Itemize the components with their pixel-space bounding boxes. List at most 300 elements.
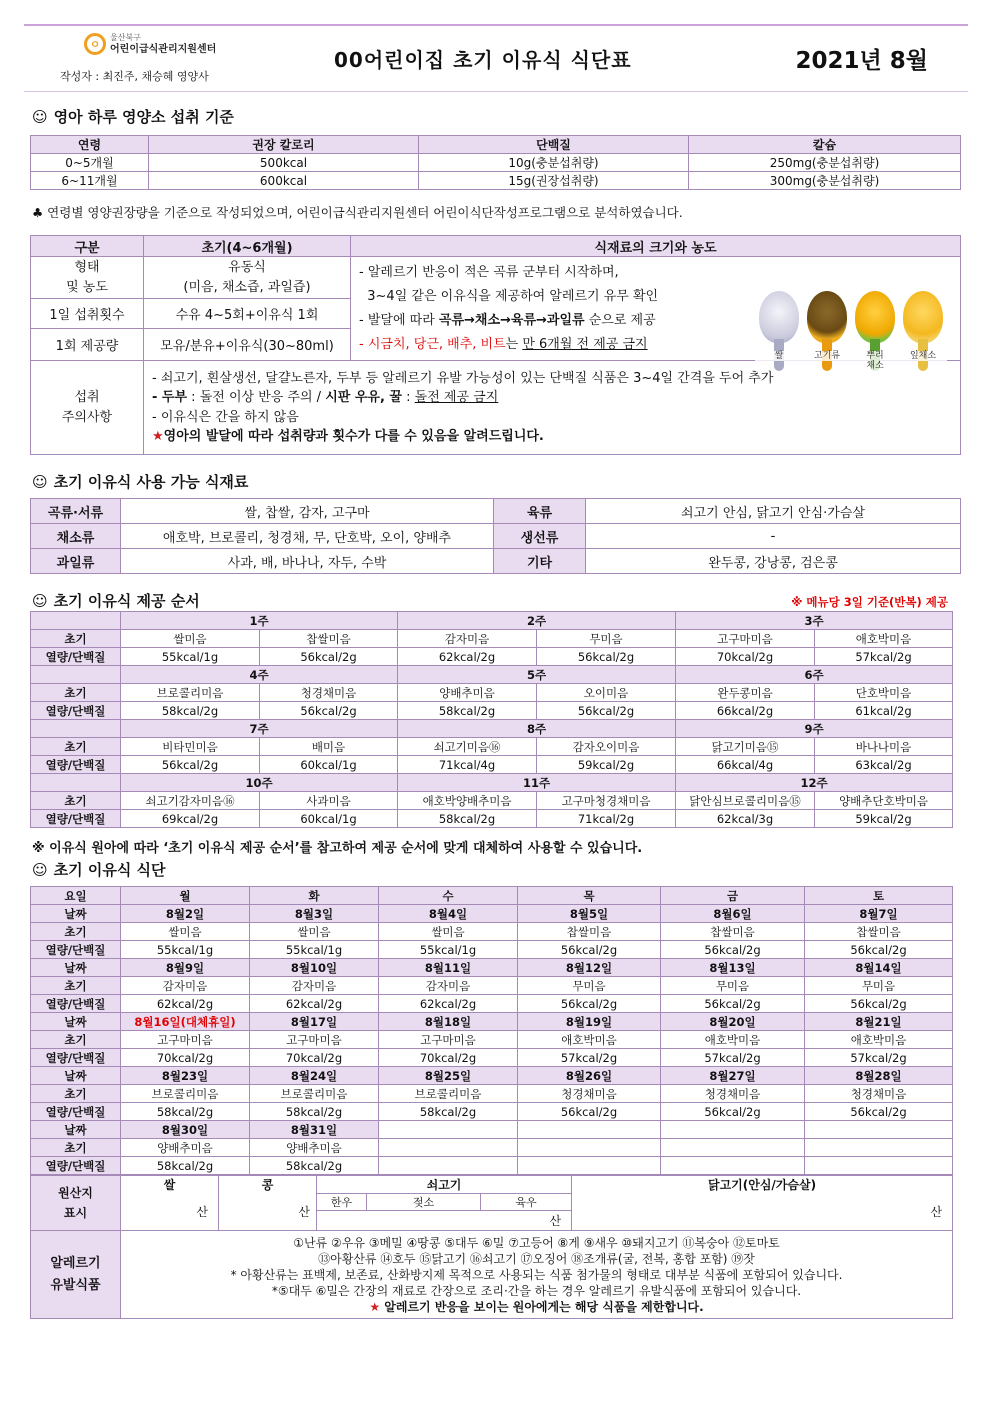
date-cell: 8월24일 (250, 1067, 379, 1085)
caution-line (152, 427, 958, 447)
order-menu-cell: 고구마청경채미음 (537, 792, 676, 810)
date-cell: 8월2일 (121, 905, 250, 923)
order-menu-cell: 양배추미음 (398, 684, 537, 702)
menu-cell: 찹쌀미음 (661, 923, 805, 941)
order-menu-cell: 오이미음 (537, 684, 676, 702)
menu-row (31, 1085, 953, 1103)
order-kcal-cell: 58kcal/2g (398, 702, 537, 720)
week-label: 12주 (676, 774, 953, 792)
form-value-line: 유동식 (228, 259, 266, 275)
origin-rice-value: 산 (121, 1194, 219, 1231)
kcal-cell: 56kcal/2g (518, 995, 661, 1013)
order-menu-cell: 청경채미음 (260, 684, 398, 702)
week-header-row (31, 612, 953, 630)
order-kcal-cell: 66kcal/2g (676, 702, 815, 720)
spoon-caption: 뿌리 채소 (851, 351, 899, 371)
header-cell: 초기(4~6개월) (144, 236, 351, 257)
row-label: 날짜 (31, 1067, 121, 1085)
caution-text: : 돌전 이상 반응 주의 / (187, 390, 326, 405)
table-cell: 500kcal (149, 154, 419, 172)
menu-cell: 감자미음 (379, 977, 518, 995)
kcal-cell: 58kcal/2g (250, 1103, 379, 1121)
date-row (31, 1067, 953, 1085)
menu-cell: 청경채미음 (805, 1085, 953, 1103)
week-header-row (31, 666, 953, 684)
order-kcal-row (31, 648, 953, 666)
order-kcal-row (31, 702, 953, 720)
order-kcal-cell: 56kcal/2g (260, 648, 398, 666)
order-menu-cell: 감자오이미음 (537, 738, 676, 756)
spoon-caption: 고기류 (803, 351, 851, 361)
date-cell: 8월10일 (250, 959, 379, 977)
category-value: 쌀, 찹쌀, 감자, 고구마 (121, 499, 494, 524)
caution-text: : (401, 390, 415, 405)
menu-cell: 양배추미음 (121, 1139, 250, 1157)
table-row (31, 154, 961, 172)
order-kcal-cell: 69kcal/2g (121, 810, 260, 828)
spoon-illustrations (759, 291, 951, 371)
nutrition-note: ♣ 연령별 영양권장량을 기준으로 작성되었으며, 어린이급식관리지원센터 어린이식단작성프로그램으로 분석하였습니다. (32, 205, 683, 220)
menu-row (31, 923, 953, 941)
origin-yukwoo: 육우 (481, 1194, 572, 1211)
day-label: 수 (379, 887, 518, 905)
menu-cell: 브로콜리미음 (121, 1085, 250, 1103)
order-menu-cell: 완두콩미음 (676, 684, 815, 702)
category-label: 생선류 (494, 524, 586, 549)
desc-line: 3~4일 같은 이유식을 제공하여 알레르기 유무 확인 (359, 289, 659, 304)
kcal-cell: 70kcal/2g (250, 1049, 379, 1067)
feeding-guide-table (30, 235, 961, 455)
desc-line: - 알레르기 반응이 적은 곡류 군부터 시작하며, (359, 265, 619, 280)
order-kcal-cell: 55kcal/1g (121, 648, 260, 666)
date-cell: 8월30일 (121, 1121, 250, 1139)
form-value (144, 257, 351, 299)
order-menu-cell: 닭안심브로콜리미음⑮ (676, 792, 815, 810)
row-label: 초기 (31, 792, 121, 810)
spoon-bowl (807, 291, 847, 343)
size-description-cell (351, 257, 961, 371)
week-label: 9주 (676, 720, 953, 738)
menu-cell: 고구마미음 (379, 1031, 518, 1049)
day-label: 화 (250, 887, 379, 905)
section-nutrition-title (32, 106, 234, 127)
date-cell: 8월13일 (661, 959, 805, 977)
allergy-line: ⑬아황산류 ⑭호두 ⑮닭고기 ⑯쇠고기 ⑰오징어 ⑱조개류(굴, 전복, 홍합 포함) ⑲잣 (318, 1251, 755, 1266)
menu-row (31, 1139, 953, 1157)
row-label: 열량/단백질 (31, 995, 121, 1013)
order-menu-cell: 브로콜리미음 (121, 684, 260, 702)
kcal-cell: 57kcal/2g (518, 1049, 661, 1067)
row-label: 요일 (31, 887, 121, 905)
origin-beef-value: 산 (317, 1211, 572, 1231)
origin-bean: 콩 (219, 1176, 317, 1194)
week-label: 5주 (398, 666, 676, 684)
spoon-caption: 쌀 (755, 351, 803, 361)
star-icon: ★ (369, 1299, 381, 1314)
menu-cell: 감자미음 (121, 977, 250, 995)
desc-text: - 발달에 따라 (359, 313, 439, 328)
smile-icon: ☺ (32, 473, 48, 491)
date-cell: 8월4일 (379, 905, 518, 923)
table-row (31, 361, 961, 455)
row-label: 열량/단백질 (31, 1103, 121, 1121)
category-label: 기타 (494, 549, 586, 574)
allergy-cell (121, 1231, 953, 1319)
menu-cell: 쌀미음 (250, 923, 379, 941)
menu-cell: 찹쌀미음 (805, 923, 953, 941)
table-row (31, 499, 961, 524)
menu-cell: 애호박미음 (661, 1031, 805, 1049)
date-cell: 8월12일 (518, 959, 661, 977)
kcal-cell: 56kcal/2g (805, 1103, 953, 1121)
spoon-bowl (855, 291, 895, 343)
row-label: 날짜 (31, 1013, 121, 1031)
table-cell: 300mg(충분섭취량) (689, 172, 961, 190)
week-label: 2주 (398, 612, 676, 630)
row-label: 날짜 (31, 905, 121, 923)
row-label: 초기 (31, 684, 121, 702)
kcal-row (31, 1157, 953, 1175)
date-cell: 8월17일 (250, 1013, 379, 1031)
table-cell: 10g(충분섭취량) (419, 154, 689, 172)
kcal-cell: 55kcal/1g (250, 941, 379, 959)
order-menu-cell: 무미음 (537, 630, 676, 648)
date-cell: 8월31일 (250, 1121, 379, 1139)
order-menu-cell: 애호박미음 (815, 630, 953, 648)
menu-table (30, 886, 953, 1175)
order-kcal-cell: 61kcal/2g (815, 702, 953, 720)
week-header-blank (31, 612, 121, 630)
origin-chicken: 닭고기(안심/가슴살) (572, 1176, 953, 1194)
date-cell: 8월19일 (518, 1013, 661, 1031)
caution-prohibition: 돌전 제공 금지 (414, 390, 499, 405)
menu-cell: 감자미음 (250, 977, 379, 995)
origin-dairy: 젖소 (367, 1194, 481, 1211)
date-cell: 8월27일 (661, 1067, 805, 1085)
category-value: 사과, 배, 바나나, 자두, 수박 (121, 549, 494, 574)
order-kcal-row (31, 810, 953, 828)
kcal-cell (805, 1157, 953, 1175)
order-menu-cell: 양배추단호박미음 (815, 792, 953, 810)
row-label: 초기 (31, 630, 121, 648)
week-label: 3주 (676, 612, 953, 630)
order-kcal-cell: 56kcal/2g (260, 702, 398, 720)
row-label: 초기 (31, 1139, 121, 1157)
category-value: 쇠고기 안심, 닭고기 안심·가슴살 (586, 499, 961, 524)
row-label: 열량/단백질 (31, 1049, 121, 1067)
row-label: 열량/단백질 (31, 702, 121, 720)
order-kcal-row (31, 756, 953, 774)
order-kcal-cell: 66kcal/4g (676, 756, 815, 774)
menu-cell: 쌀미음 (379, 923, 518, 941)
order-kcal-cell: 58kcal/2g (398, 810, 537, 828)
desc-text: 순으로 제공 (584, 313, 656, 328)
date-cell: 8월6일 (661, 905, 805, 923)
origin-hanwoo: 한우 (317, 1194, 367, 1211)
category-label: 채소류 (31, 524, 121, 549)
kcal-row (31, 1049, 953, 1067)
logo-title: 어린이급식관리지원센터 (110, 44, 217, 55)
ingredients-table (30, 498, 961, 574)
kcal-cell: 56kcal/2g (661, 995, 805, 1013)
kcal-cell: 62kcal/2g (250, 995, 379, 1013)
header-cell: 단백질 (419, 136, 689, 154)
smile-icon: ☺ (32, 861, 48, 879)
row-label: 열량/단백질 (31, 941, 121, 959)
date-cell (518, 1121, 661, 1139)
origin-bean-value: 산 (219, 1194, 317, 1231)
caution-label: 섭취 주의사항 (31, 361, 144, 455)
week-label: 4주 (121, 666, 398, 684)
day-label: 금 (661, 887, 805, 905)
order-kcal-cell: 56kcal/2g (537, 648, 676, 666)
row-label: 초기 (31, 738, 121, 756)
smile-icon: ☺ (32, 592, 48, 610)
date-cell: 8월7일 (805, 905, 953, 923)
document-header (24, 28, 968, 92)
section-order-title (32, 590, 200, 611)
date-cell: 8월3일 (250, 905, 379, 923)
kcal-cell: 58kcal/2g (121, 1157, 250, 1175)
nutrition-table (30, 135, 961, 190)
order-menu-cell: 고구마미음 (676, 630, 815, 648)
kcal-cell (379, 1157, 518, 1175)
order-kcal-cell: 71kcal/2g (537, 810, 676, 828)
smile-icon: ☺ (32, 108, 48, 126)
header-cell: 연령 (31, 136, 149, 154)
caution-cell (144, 361, 961, 455)
order-table (30, 611, 953, 828)
desc-warning-foods: - 시금치, 당근, 배추, 비트 (359, 337, 506, 352)
table-row (31, 1176, 953, 1194)
spoon-root-vegetable (855, 291, 895, 371)
kcal-cell: 56kcal/2g (518, 941, 661, 959)
menu-cell: 애호박미음 (805, 1031, 953, 1049)
kcal-cell: 56kcal/2g (805, 995, 953, 1013)
date-cell (379, 1121, 518, 1139)
row-label: 초기 (31, 977, 121, 995)
day-header-row (31, 887, 953, 905)
order-kcal-cell: 71kcal/4g (398, 756, 537, 774)
order-menu-cell: 단호박미음 (815, 684, 953, 702)
kcal-cell: 56kcal/2g (661, 941, 805, 959)
table-row (31, 524, 961, 549)
day-label: 토 (805, 887, 953, 905)
section-title-text: 초기 이유식 식단 (53, 861, 166, 879)
kcal-row (31, 1103, 953, 1121)
top-divider (24, 24, 968, 26)
order-note: ※ 메뉴당 3일 기준(반복) 제공 (791, 595, 948, 609)
date-cell: 8월26일 (518, 1067, 661, 1085)
table-row (31, 172, 961, 190)
week-label: 6주 (676, 666, 953, 684)
menu-cell: 고구마미음 (121, 1031, 250, 1049)
kcal-cell: 70kcal/2g (379, 1049, 518, 1067)
origin-rice: 쌀 (121, 1176, 219, 1194)
date-cell: 8월16일(대체휴일) (121, 1013, 250, 1031)
section-title-text: 초기 이유식 사용 가능 식재료 (53, 473, 249, 491)
menu-cell: 애호박미음 (518, 1031, 661, 1049)
author: 작성자 : 최진주, 채승혜 영양사 (60, 70, 209, 83)
row-label: 초기 (31, 1031, 121, 1049)
category-value: - (586, 524, 961, 549)
origin-label: 원산지 표시 (31, 1176, 121, 1231)
allergy-label: 알레르기 유발식품 (31, 1231, 121, 1319)
times-value: 수유 4~5회+이유식 1회 (144, 299, 351, 329)
order-menu-row (31, 792, 953, 810)
order-kcal-cell: 62kcal/3g (676, 810, 815, 828)
header-cell: 식재료의 크기와 농도 (351, 236, 961, 257)
kcal-row (31, 995, 953, 1013)
menu-cell: 고구마미음 (250, 1031, 379, 1049)
star-icon: ★ (152, 429, 164, 444)
table-header-row (31, 236, 961, 257)
category-value: 완두콩, 강낭콩, 검은콩 (586, 549, 961, 574)
section-ingredients-title (32, 471, 248, 492)
order-kcal-cell: 56kcal/2g (121, 756, 260, 774)
order-kcal-cell: 59kcal/2g (815, 810, 953, 828)
date-cell (805, 1121, 953, 1139)
spoon-caption: 잎채소 (899, 351, 947, 361)
header-cell: 칼슘 (689, 136, 961, 154)
category-label: 과일류 (31, 549, 121, 574)
order-kcal-cell: 59kcal/2g (537, 756, 676, 774)
order-menu-cell: 닭고기미음⑮ (676, 738, 815, 756)
week-header-blank (31, 774, 121, 792)
allergy-line: ①난류 ②우유 ③메밀 ④땅콩 ⑤대두 ⑥밀 ⑦고등어 ⑧게 ⑨새우 ⑩돼지고기 ⑪복숭아 ⑫토마토 (293, 1235, 780, 1250)
caution-bold: 시판 우유, 꿀 (325, 390, 402, 405)
kcal-cell (518, 1157, 661, 1175)
menu-cell: 브로콜리미음 (250, 1085, 379, 1103)
row-label: 열량/단백질 (31, 1157, 121, 1175)
order-menu-cell: 바나나미음 (815, 738, 953, 756)
row-label: 열량/단백질 (31, 756, 121, 774)
smile-logo-icon: ㅇ (84, 33, 106, 55)
week-header-blank (31, 720, 121, 738)
kcal-cell (661, 1157, 805, 1175)
table-cell: 250mg(충분섭취량) (689, 154, 961, 172)
spoon-meat (807, 291, 847, 371)
category-label: 육류 (494, 499, 586, 524)
section-title-text: 초기 이유식 제공 순서 (53, 592, 200, 610)
table-header-row (31, 136, 961, 154)
allergy-line (123, 1299, 950, 1315)
menu-cell: 양배추미음 (250, 1139, 379, 1157)
kcal-row (31, 941, 953, 959)
amount-value: 모유/분유+이유식(30~80ml) (144, 329, 351, 361)
row-label: 초기 (31, 1085, 121, 1103)
kcal-cell: 56kcal/2g (661, 1103, 805, 1121)
week-header-row (31, 720, 953, 738)
order-menu-cell: 사과미음 (260, 792, 398, 810)
date-cell: 8월11일 (379, 959, 518, 977)
row-label: 날짜 (31, 959, 121, 977)
menu-cell: 청경채미음 (661, 1085, 805, 1103)
week-label: 11주 (398, 774, 676, 792)
kcal-cell: 62kcal/2g (121, 995, 250, 1013)
header-cell: 권장 칼로리 (149, 136, 419, 154)
category-label: 곡류·서류 (31, 499, 121, 524)
caution-line: - 이유식은 간을 하지 않음 (152, 409, 299, 425)
center-logo (84, 32, 216, 56)
month-title: 2021년 8월 (795, 48, 928, 74)
menu-cell: 청경채미음 (518, 1085, 661, 1103)
menu-cell (661, 1139, 805, 1157)
menu-cell: 쌀미음 (121, 923, 250, 941)
menu-row (31, 1031, 953, 1049)
order-menu-row (31, 738, 953, 756)
spoon-bowl (903, 291, 943, 343)
kcal-cell: 58kcal/2g (250, 1157, 379, 1175)
week-label: 10주 (121, 774, 398, 792)
row-label: 초기 (31, 923, 121, 941)
table-row (31, 257, 961, 299)
desc-text: 는 (505, 337, 523, 352)
order-footnote: ※ 이유식 원아에 따라 ‘초기 이유식 제공 순서’를 참고하여 제공 순서에 맞게 대체하여 사용할 수 있습니다. (32, 841, 643, 856)
row-label: 열량/단백질 (31, 810, 121, 828)
category-value: 애호박, 브로콜리, 청경채, 무, 단호박, 오이, 양배추 (121, 524, 494, 549)
week-header-blank (31, 666, 121, 684)
times-label: 1일 섭취횟수 (31, 299, 144, 329)
order-menu-cell: 찹쌀미음 (260, 630, 398, 648)
date-cell: 8월5일 (518, 905, 661, 923)
menu-cell: 무미음 (661, 977, 805, 995)
kcal-cell: 55kcal/1g (379, 941, 518, 959)
date-cell: 8월14일 (805, 959, 953, 977)
day-label: 월 (121, 887, 250, 905)
section-title-text: 영아 하루 영양소 섭취 기준 (53, 108, 234, 126)
table-cell: 15g(권장섭취량) (419, 172, 689, 190)
week-label: 8주 (398, 720, 676, 738)
table-row (31, 549, 961, 574)
form-value-line: (미음, 채소즙, 과일즙) (183, 279, 311, 295)
desc-prohibition: 만 6개월 전 제공 금지 (522, 337, 648, 352)
order-menu-cell: 배미음 (260, 738, 398, 756)
logo-subtitle: 울산북구 (110, 33, 141, 42)
order-kcal-cell: 60kcal/1g (260, 810, 398, 828)
origin-allergy-table (30, 1175, 953, 1319)
order-kcal-cell: 62kcal/2g (398, 648, 537, 666)
allergy-line: * 아황산류는 표백제, 보존료, 산화방지제 목적으로 사용되는 식품 첨가물의 형태로 대부분 식품에 포함되어 있습니다. (230, 1267, 843, 1282)
menu-row (31, 977, 953, 995)
date-cell: 8월20일 (661, 1013, 805, 1031)
order-menu-cell: 쇠고기미음⑯ (398, 738, 537, 756)
week-header-row (31, 774, 953, 792)
spoon-leaf-vegetable (903, 291, 943, 371)
caution-line: - 쇠고기, 흰살생선, 달걀노른자, 두부 등 알레르기 유발 가능성이 있는 단백질 식품은 3~4일 간격을 두어 추가 (152, 370, 774, 386)
menu-cell: 무미음 (518, 977, 661, 995)
order-menu-cell: 애호박양배추미음 (398, 792, 537, 810)
order-menu-row (31, 630, 953, 648)
order-menu-cell: 쇠고기감자미음⑯ (121, 792, 260, 810)
order-kcal-cell: 57kcal/2g (815, 648, 953, 666)
table-row (31, 1194, 953, 1211)
date-row (31, 959, 953, 977)
menu-cell: 브로콜리미음 (379, 1085, 518, 1103)
page-title: 00어린이집 초기 이유식 식단표 (334, 48, 632, 72)
date-cell: 8월9일 (121, 959, 250, 977)
date-row (31, 905, 953, 923)
day-label: 목 (518, 887, 661, 905)
date-cell: 8월21일 (805, 1013, 953, 1031)
kcal-cell: 58kcal/2g (121, 1103, 250, 1121)
form-label: 형태 및 농도 (31, 257, 144, 299)
allergy-warning: 알레르기 반응을 보이는 원아에게는 해당 식품을 제한합니다. (380, 1299, 704, 1314)
week-label: 1주 (121, 612, 398, 630)
kcal-cell: 62kcal/2g (379, 995, 518, 1013)
header-cell: 구분 (31, 236, 144, 257)
week-label: 7주 (121, 720, 398, 738)
